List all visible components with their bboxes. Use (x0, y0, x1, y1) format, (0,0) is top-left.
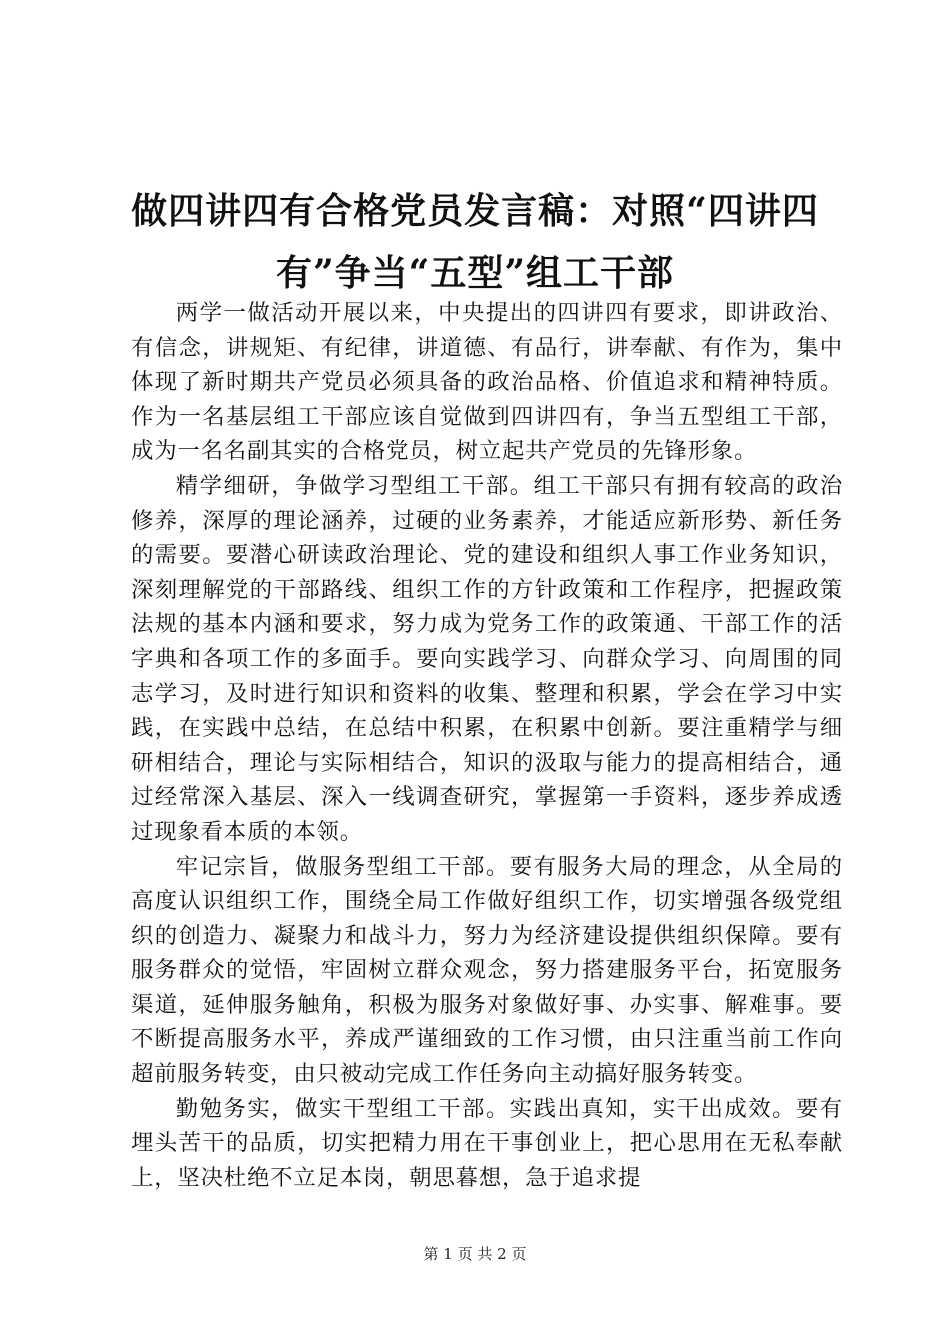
title-line-1: 做四讲四有合格党员发言稿：对照“四讲四 (131, 190, 819, 232)
paragraph-practical: 勤勉务实，做实干型组工干部。实践出真知，实干出成效。要有埋头苦干的品质，切实把精力用在干事创业上，把心思用在无私奉献上，坚决杜绝不立足本岗，朝思暮想，急于追求提 (131, 1095, 843, 1191)
title-line-2: 有”争当“五型”组工干部 (275, 252, 675, 294)
page-number-footer: 第 1 页 共 2 页 (423, 1245, 527, 1263)
paragraph-service: 牢记宗旨，做服务型组工干部。要有服务大局的理念，从全局的高度认识组织工作，围绕全局工作做好组织工作，切实增强各级党组织的创造力、凝聚力和战斗力，努力为经济建设提供组织保障。要有服务群众的觉悟，牢固树立群众观念，努力搭建服务平台，拓宽服务渠道，延伸服务触角，积极为服务对象做好事、办实事、解难事。要不断提高服务水平，养成严谨细致的工作习惯，由只注重当前工作向超前服务转变，由只被动完成工作任务向主动搞好服务转变。 (131, 853, 843, 1088)
document-title (110, 180, 840, 304)
document-body (131, 296, 843, 1195)
paragraph-study: 精学细研，争做学习型组工干部。组工干部只有拥有较高的政治修养，深厚的理论涵养，过硬的业务素养，才能适应新形势、新任务的需要。要潜心研读政治理论、党的建设和组织人事工作业务知识，深刻理解党的干部路线、组织工作的方针政策和工作程序，把握政策法规的基本内涵和要求，努力成为党务工作的政策通、干部工作的活字典和各项工作的多面手。要向实践学习、向群众学习、向周围的同志学习，及时进行知识和资料的收集、整理和积累，学会在学习中实践，在实践中总结，在总结中积累，在积累中创新。要注重精学与细研相结合，理论与实际相结合，知识的汲取与能力的提高相结合，通过经常深入基层、深入一线调查研究，掌握第一手资料，逐步养成透过现象看本质的本领。 (131, 472, 843, 845)
paragraph-intro: 两学一做活动开展以来，中央提出的四讲四有要求，即讲政治、有信念，讲规矩、有纪律，讲道德、有品行，讲奉献、有作为，集中体现了新时期共产党员必须具备的政治品格、价值追求和精神特质。作为一名基层组工干部应该自觉做到四讲四有，争当五型组工干部，成为一名名副其实的合格党员，树立起共产党员的先锋形象。 (131, 300, 843, 465)
